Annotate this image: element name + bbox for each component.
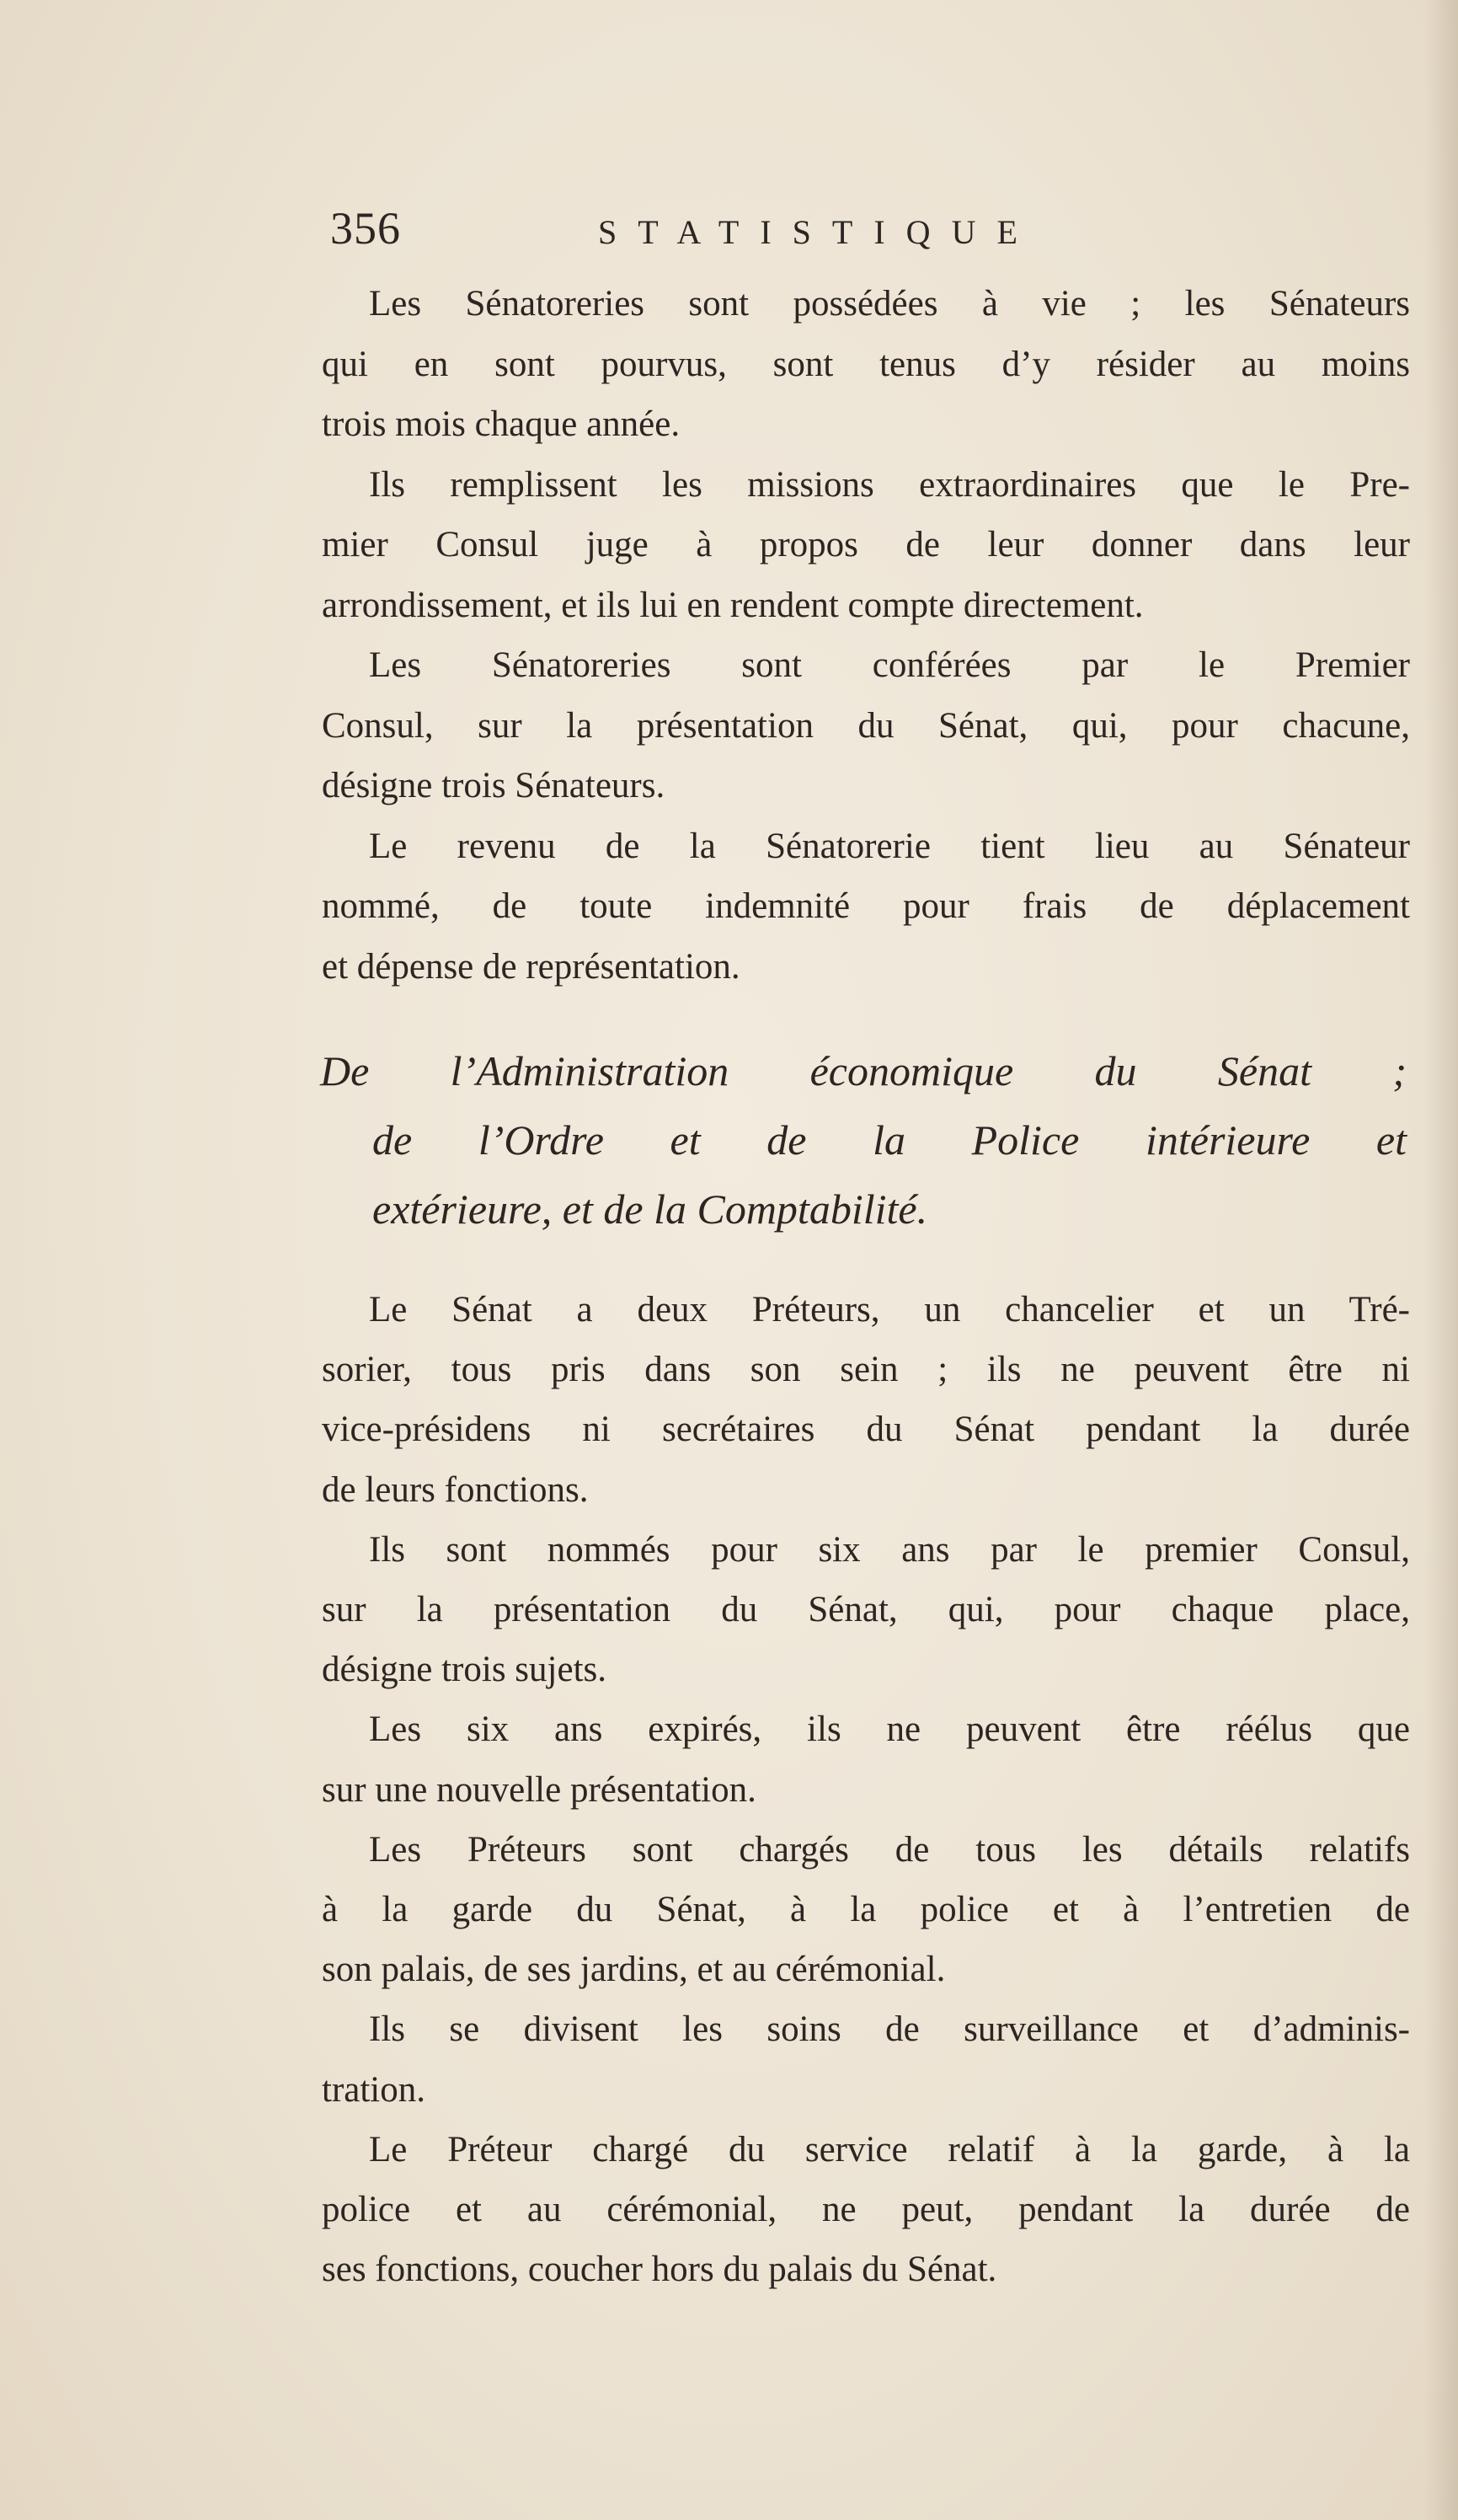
text-line: sur la présentation du Sénat, qui, pour chaque place, <box>322 1590 1410 1630</box>
text-line: Ils sont nommés pour six ans par le premier Consul, <box>369 1529 1410 1570</box>
text-line: tration. <box>322 2069 425 2110</box>
paragraph <box>322 455 1410 636</box>
text-line: qui en sont pourvus, sont tenus d’y résider au moins <box>322 344 1410 384</box>
paragraph <box>322 1820 1410 2000</box>
paragraph <box>322 816 1410 998</box>
text-line: son palais, de ses jardins, et au cérémonial. <box>322 1950 946 1990</box>
text-line: Le Préteur chargé du service relatif à la garde, à la <box>369 2129 1410 2170</box>
page-edge-shadow <box>1424 0 1458 2520</box>
text-line: sorier, tous pris dans son sein ; ils ne peuvent être ni <box>322 1350 1410 1390</box>
text-line: Les Préteurs sont chargés de tous les détails relatifs <box>369 1829 1410 1870</box>
running-head <box>330 195 1417 263</box>
body-text-top <box>322 274 1410 997</box>
text-line: Les Sénatoreries sont conférées par le Premier <box>369 645 1410 685</box>
text-line: à la garde du Sénat, à la police et à l’entretien de <box>322 1890 1410 1930</box>
paragraph <box>322 1999 1410 2119</box>
text-line: ses fonctions, coucher hors du palais du Sénat. <box>322 2250 997 2290</box>
paragraph <box>322 1520 1410 1700</box>
text-line: désigne trois sujets. <box>322 1650 606 1690</box>
paragraph <box>322 1699 1410 1819</box>
heading-line: De l’Administration économique du Sénat ; <box>320 1047 1407 1094</box>
paragraph <box>322 635 1410 816</box>
paragraph <box>322 1280 1410 1520</box>
text-line: Le Sénat a deux Préteurs, un chancelier et un Tré- <box>369 1290 1410 1330</box>
text-line: nommé, de toute indemnité pour frais de déplacement <box>322 886 1410 926</box>
text-line: Les six ans expirés, ils ne peuvent être réélus que <box>369 1709 1410 1750</box>
text-line: trois mois chaque année. <box>322 404 681 444</box>
text-line: désigne trois Sénateurs. <box>322 766 665 805</box>
text-line: sur une nouvelle présentation. <box>322 1769 756 1810</box>
body-text-bottom <box>322 1280 1410 2299</box>
text-line: mier Consul juge à propos de leur donner dans leur <box>322 525 1410 564</box>
heading-line: extérieure, et de la Comptabilité. <box>372 1185 928 1233</box>
text-line: arrondissement, et ils lui en rendent compte directement. <box>322 585 1144 625</box>
heading-line: de l’Ordre et de la Police intérieure et <box>372 1116 1407 1164</box>
text-line: Le revenu de la Sénatorerie tient lieu au Sénateur <box>369 826 1410 866</box>
page-number: 356 <box>330 203 401 254</box>
text-line: Ils remplissent les missions extraordinaires que le Pre- <box>369 464 1410 505</box>
running-head-title: STATISTIQUE <box>598 213 1039 251</box>
text-line: vice-présidens ni secrétaires du Sénat pendant la durée <box>322 1410 1410 1450</box>
text-line: de leurs fonctions. <box>322 1469 589 1510</box>
section-heading <box>320 1036 1407 1244</box>
paragraph <box>322 2120 1410 2300</box>
paragraph <box>322 274 1410 455</box>
text-line: et dépense de représentation. <box>322 946 740 987</box>
text-line: Ils se divisent les soins de surveillance et d’adminis- <box>369 2009 1410 2050</box>
text-line: police et au cérémonial, ne peut, pendant la durée de <box>322 2190 1410 2230</box>
text-line: Les Sénatoreries sont possédées à vie ; les Sénateurs <box>369 284 1410 324</box>
text-line: Consul, sur la présentation du Sénat, qui, pour chacune, <box>322 705 1410 746</box>
